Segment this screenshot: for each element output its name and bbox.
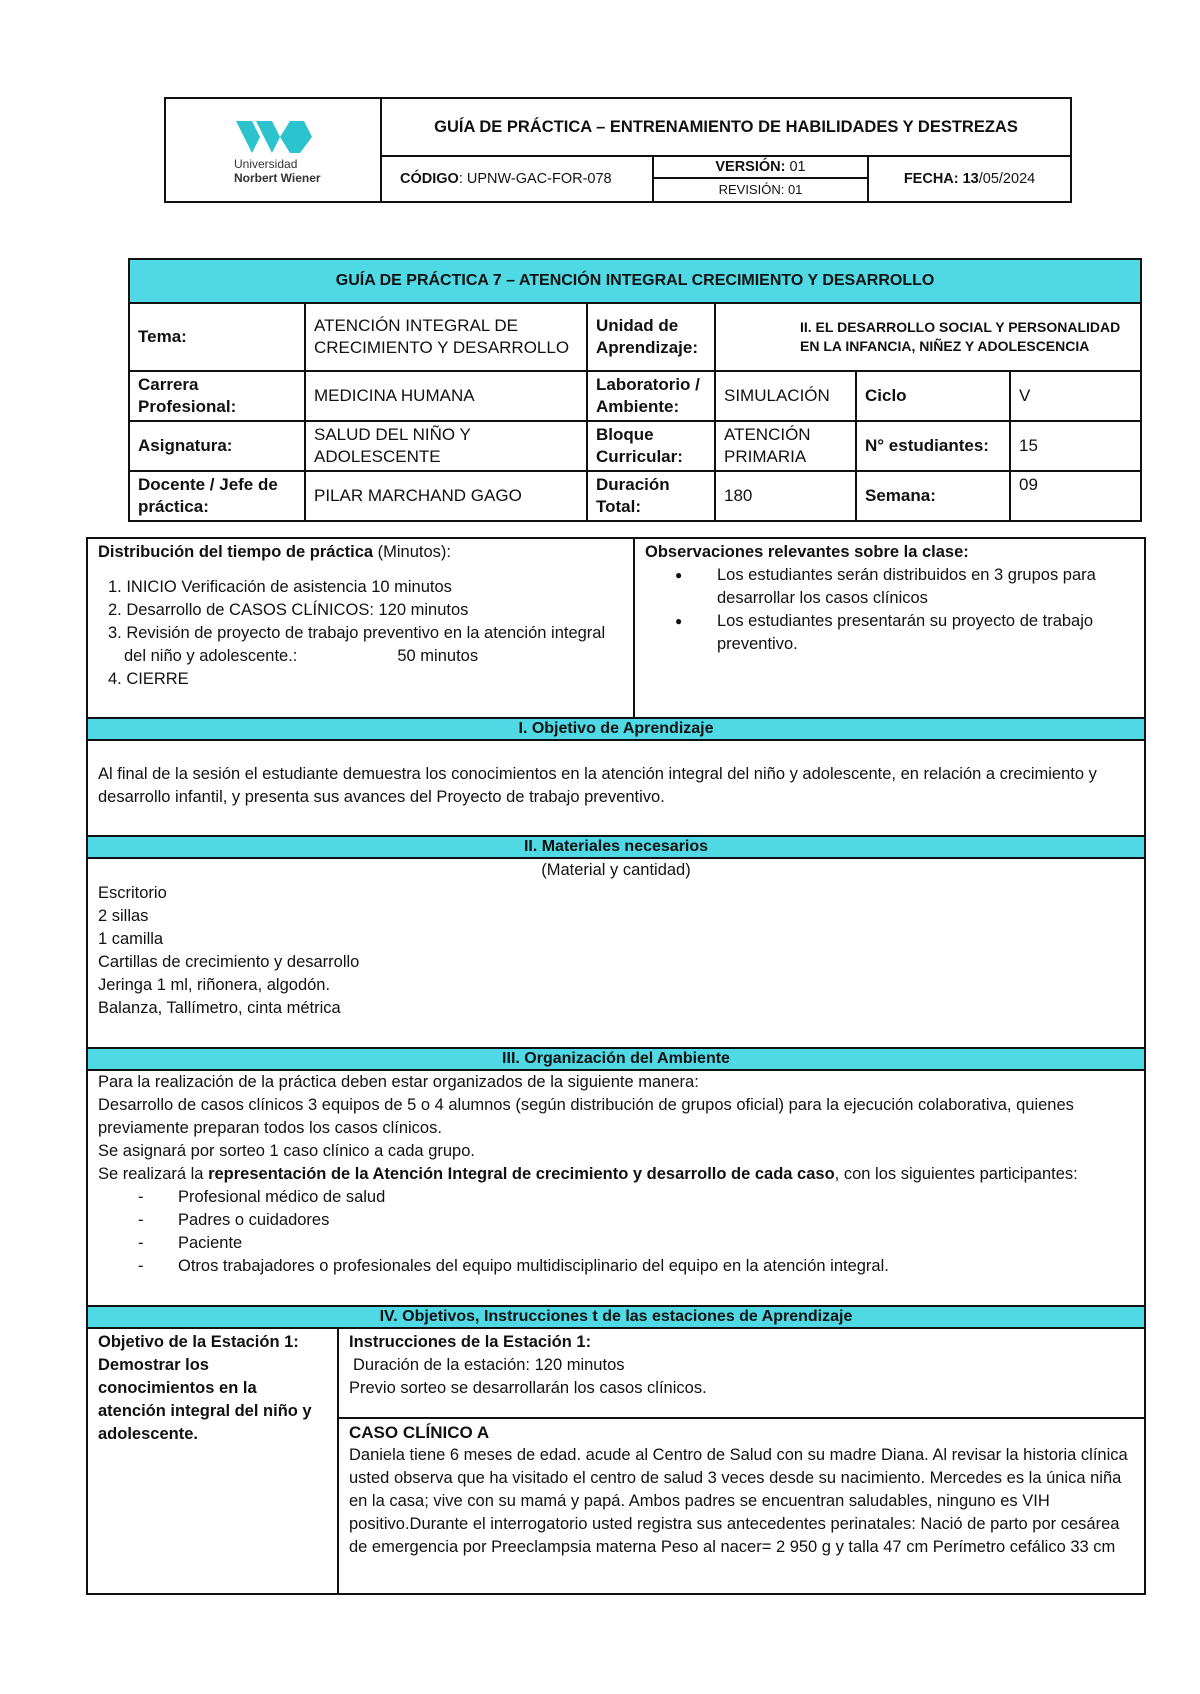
unidad-label: Unidad de Aprendizaje: [587, 303, 715, 371]
university-logo-icon [234, 117, 314, 157]
estudiantes-value: 15 [1010, 421, 1141, 471]
materials-subheading: (Material y cantidad) [541, 861, 691, 879]
practice-info-table [128, 258, 1142, 522]
time-distribution [88, 539, 635, 719]
docente-label: Docente / Jefe de práctica: [129, 471, 305, 521]
objective-text: Al final de la sesión el estudiante demuestra los conocimientos en la atención integral del niño y adolescente, en relación a crecimiento y desarrollo infantil, y presenta sus avances del Proyecto de trabajo preventivo. [98, 765, 1097, 806]
duracion-label: Duración Total: [587, 471, 715, 521]
step-2: 2. Desarrollo de CASOS CLÍNICOS: 120 minutos [108, 601, 469, 619]
unidad-value: II. EL DESARROLLO SOCIAL Y PERSONALIDAD EN LA INFANCIA, NIÑEZ Y ADOLESCENCIA [715, 303, 1141, 371]
organization-line: Para la realización de la práctica deben estar organizados de la siguiente manera: [98, 1073, 699, 1091]
participant-item: - Padres o cuidadores [98, 1209, 1134, 1232]
observations-title: Observaciones relevantes sobre la clase: [645, 543, 969, 561]
clinical-case-title: CASO CLÍNICO A [349, 1423, 490, 1442]
estudiantes-label: N° estudiantes: [856, 421, 1010, 471]
observation-item: ● Los estudiantes presentarán su proyecto de trabajo preventivo. [635, 610, 1134, 656]
asignatura-value: SALUD DEL NIÑO Y ADOLESCENTE [305, 421, 587, 471]
tema-value: ATENCIÓN INTEGRAL DE CRECIMIENTO Y DESARROLLO [305, 303, 587, 371]
material-item: Escritorio [98, 884, 167, 902]
material-item: 2 sillas [98, 907, 149, 925]
practice-content [86, 537, 1146, 1595]
time-distribution-title: Distribución del tiempo de práctica (Minutos): [98, 543, 451, 561]
clinical-case-text: Daniela tiene 6 meses de edad. acude al Centro de Salud con su madre Diana. Al revisar la historia clínica usted observa que ha visitado el centro de salud 3 veces desde su nacimiento. Mercedes es la única niña en la casa; vive con su mamá y papá. Ambos padres se encuentran saludables, ninguno es VIH positivo.Durante el interrogatorio usted registra sus antecedentes perinatales: Nació de parto por cesárea de emergencia por Preeclampsia materna Peso al nacer= 2 950 g y talla 47 cm Perímetro cefálico 33 cm [349, 1446, 1128, 1556]
clinical-case [339, 1419, 1144, 1593]
semana-label: Semana: [856, 471, 1010, 521]
lab-label: Laboratorio / Ambiente: [587, 371, 715, 421]
participants-list [98, 1186, 1134, 1278]
bloque-value: ATENCIÓN PRIMARIA [715, 421, 856, 471]
version-cell [653, 156, 868, 202]
station-objective-text: Demostrar los conocimientos en la atención integral del niño y adolescente. [98, 1356, 312, 1443]
station-objective [88, 1329, 339, 1593]
participant-item: - Paciente [98, 1232, 1134, 1255]
document-header [164, 97, 1072, 203]
asignatura-label: Asignatura: [129, 421, 305, 471]
logo-text-university: Universidad [234, 157, 298, 171]
organization-line: Se asignará por sorteo 1 caso clínico a cada grupo. [98, 1142, 475, 1160]
participant-item: - Profesional médico de salud [98, 1186, 1134, 1209]
step-3-continuation: del niño y adolescente.: [124, 647, 298, 665]
instruction-item: Duración de la estación: 120 minutos [353, 1356, 625, 1374]
instruction-item: Previo sorteo se desarrollarán los casos clínicos. [349, 1379, 707, 1397]
ciclo-label: Ciclo [856, 371, 1010, 421]
observation-item: ● Los estudiantes serán distribuidos en 3 grupos para desarrollar los casos clínicos [635, 564, 1134, 610]
carrera-label: Carrera Profesional: [129, 371, 305, 421]
step-3: 3. Revisión de proyecto de trabajo preventivo en la atención integral [108, 624, 606, 642]
materials-heading: II. Materiales necesarios [88, 835, 1144, 859]
step-3-minutes: 50 minutos [397, 647, 479, 665]
station-objective-title: Objetivo de la Estación 1: [98, 1333, 299, 1351]
organization-line: Se realizará la representación de la Atención Integral de crecimiento y desarrollo de cada caso, con los siguientes participantes: [98, 1165, 1078, 1183]
objective-heading: I. Objetivo de Aprendizaje [88, 717, 1144, 741]
organization-line: Desarrollo de casos clínicos 3 equipos de 5 o 4 alumnos (según distribución de grupos oficial) para la ejecución colaborativa, quienes previamente preparan todos los casos clínicos. [98, 1096, 1074, 1137]
participant-item: - Otros trabajadores o profesionales del equipo multidisciplinario del equipo en la atención integral. [98, 1255, 1134, 1278]
practice-title: GUÍA DE PRÁCTICA 7 – ATENCIÓN INTEGRAL CRECIMIENTO Y DESARROLLO [129, 259, 1141, 303]
document-code: CÓDIGO: UPNW-GAC-FOR-078 [381, 156, 653, 202]
step-1: 1. INICIO Verificación de asistencia 10 minutos [108, 578, 452, 596]
carrera-value: MEDICINA HUMANA [305, 371, 587, 421]
station-instructions [339, 1329, 1144, 1419]
material-item: 1 camilla [98, 930, 164, 948]
materials-section [88, 859, 1144, 1047]
document-version: VERSIÓN: 01 [654, 157, 867, 179]
lab-value: SIMULACIÓN [715, 371, 856, 421]
document-revision: REVISIÓN: 01 [718, 182, 803, 197]
ciclo-value: V [1010, 371, 1141, 421]
observations [635, 539, 1144, 719]
material-item: Balanza, Tallímetro, cinta métrica [98, 999, 341, 1017]
document-date: FECHA: 13/05/2024 [868, 156, 1071, 202]
bloque-label: Bloque Curricular: [587, 421, 715, 471]
organization-section [88, 1071, 1144, 1305]
step-4: 4. CIERRE [108, 670, 189, 688]
material-item: Jeringa 1 ml, riñonera, algodón. [98, 976, 331, 994]
station-instructions-title: Instrucciones de la Estación 1: [349, 1333, 592, 1351]
organization-heading: III. Organización del Ambiente [88, 1047, 1144, 1071]
material-item: Cartillas de crecimiento y desarrollo [98, 953, 360, 971]
semana-value: 09 [1010, 471, 1141, 521]
duracion-value: 180 [715, 471, 856, 521]
tema-label: Tema: [129, 303, 305, 371]
logo-text-name: Norbert Wiener [234, 171, 321, 185]
docente-value: PILAR MARCHAND GAGO [305, 471, 587, 521]
document-title: GUÍA DE PRÁCTICA – ENTRENAMIENTO DE HABILIDADES Y DESTREZAS [381, 98, 1071, 156]
logo-cell [165, 98, 381, 202]
stations-heading: IV. Objetivos, Instrucciones t de las estaciones de Aprendizaje [88, 1305, 1144, 1329]
